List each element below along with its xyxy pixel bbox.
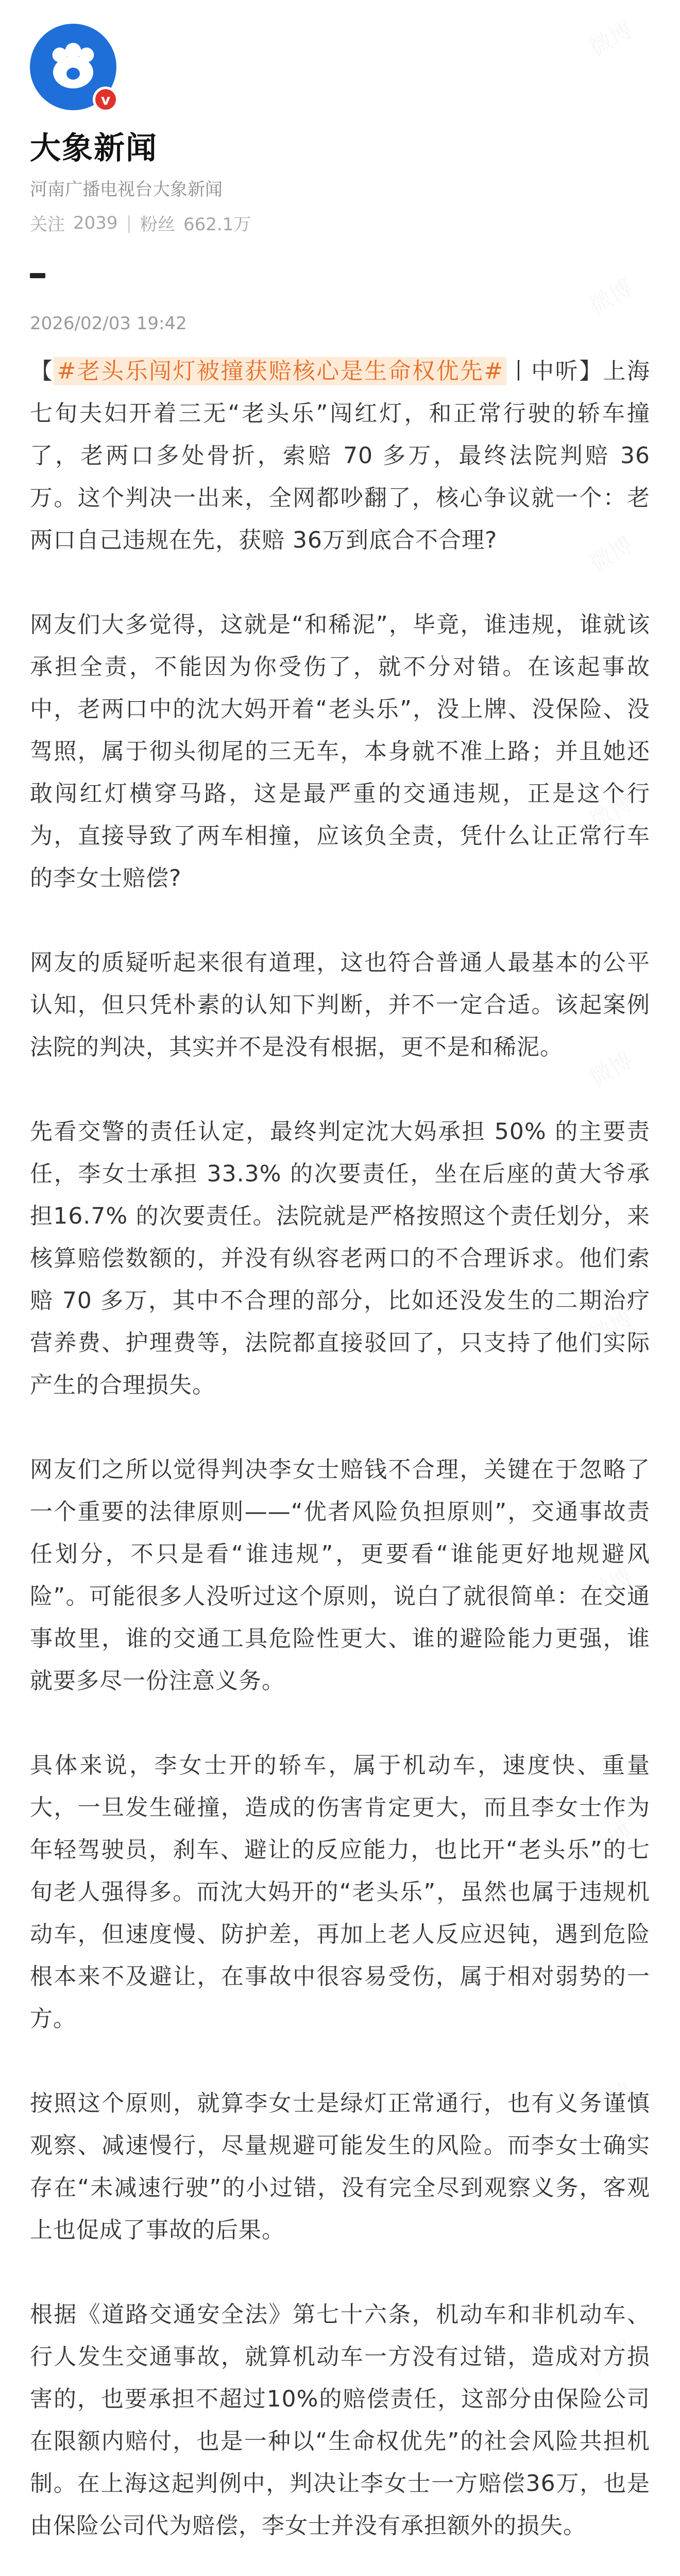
post-intro-text: 丨中听】上海七旬夫妇开着三无“老头乐”闯红灯，和正常行驶的轿车撞了，老两口多处骨折，索赔 70 多万，最终法院判赔 36 万。这个判决一出来，全网都吵翻了，核心争议就一个：老两口自己违规在先，获赔 36万到底合不合理? [30, 358, 651, 553]
post-paragraph: 根据《道路交通安全法》第七十六条，机动车和非机动车、行人发生交通事故，就算机动车一方没有过错，造成对方损害的，也要承担不超过10%的赔偿责任，这部分由保险公司在限额内赔付，也是一种以“生命权优先”的社会风险共担机制。在上海这起判例中，判决让李女士一方赔偿36万，也是由保险公司代为赔偿，李女士并没有承担额外的损失。 [30, 2301, 650, 2539]
post-paragraph: 网友的质疑听起来很有道理，这也符合普通人最基本的公平认知，但只凭朴素的认知下判断，并不一定合适。该起案例法院的判决，其实并不是没有根据，更不是和稀泥。 [30, 950, 650, 1060]
post-paragraph: 网友们之所以觉得判决李女士赔钱不合理，关键在于忽略了一个重要的法律原则——“优者风险负担原则”，交通事故责任划分，不只是看“谁违规”，更要看“谁能更好地规避风险”。可能很多人没听过这个原则，说白了就很简单：在交通事故里，谁的交通工具危险性更大、谁的避险能力更强，谁就要多尽一份注意义务。 [30, 1456, 650, 1694]
post-paragraph-intro [30, 350, 650, 562]
post-content [30, 350, 650, 2576]
following-count[interactable]: 2039 [73, 212, 118, 233]
fans-label: 粉丝 [140, 214, 175, 235]
post-paragraph: 先看交警的责任认定，最终判定沈大妈承担 50% 的主要责任，李女士承担 33.3% 的次要责任，坐在后座的黄大爷承担16.7% 的次要责任。法院就是严格按照这个责任划分，来核算赔偿数额的，并没有纵容老两口的不合理诉求。他们索赔 70 多万，其中不合理的部分，比如还没发生的二期治疗营养费、护理费等，法院都直接驳回了，只支持了他们实际产生的合理损失。 [30, 1118, 650, 1398]
watermark [582, 269, 638, 320]
post-timestamp: 2026/02/03 19:42 [30, 313, 187, 334]
post-paragraph: 按照这个原则，就算李女士是绿灯正常通行，也有义务谨慎观察、减速慢行，尽量规避可能发生的风险。而李女士确实存在“未减速行驶”的小过错，没有完全尽到观察义务，客观上也促成了事故的后果。 [30, 2090, 650, 2243]
account-name[interactable]: 大象新闻 [30, 130, 158, 166]
post-paragraph: 网友们大多觉得，这就是“和稀泥”，毕竟，谁违规，谁就该承担全责，不能因为你受伤了，就不分对错。在该起事故中，老两口中的沈大妈开着“老头乐”，没上牌、没保险、没驾照，属于彻头彻尾的三无车，本身就不准上路；并且她还敢闯红灯横穿马路，这是最严重的交通违规，正是这个行为，直接导致了两车相撞，应该负全责，凭什么让正常行车的李女士赔偿? [30, 612, 650, 891]
account-stats [30, 210, 251, 235]
topic-bracket: 【 [30, 358, 54, 384]
post-paragraph: 具体来说，李女士开的轿车，属于机动车，速度快、重量大，一旦发生碰撞，造成的伤害肯定更大，而且李女士作为年轻驾驶员，刹车、避让的反应能力，也比开“老头乐”的七旬老人强得多。而沈大妈开的“老头乐”，虽然也属于违规机动车，但速度慢、防护差，再加上老人反应迟钝，遇到危险根本来不及避让，在事故中很容易受伤，属于相对弱势的一方。 [30, 1752, 650, 2032]
verified-badge-icon: v [93, 87, 118, 112]
stats-divider: | [126, 212, 132, 233]
account-description: 河南广播电视台大象新闻 [30, 179, 223, 200]
account-header [0, 0, 680, 268]
topic-hashtag-link[interactable]: #老头乐闯灯被撞获赔核心是生命权优先# [54, 357, 506, 385]
fans-count[interactable]: 662.1万 [183, 214, 251, 235]
following-label: 关注 [30, 214, 65, 235]
section-divider [30, 273, 45, 278]
